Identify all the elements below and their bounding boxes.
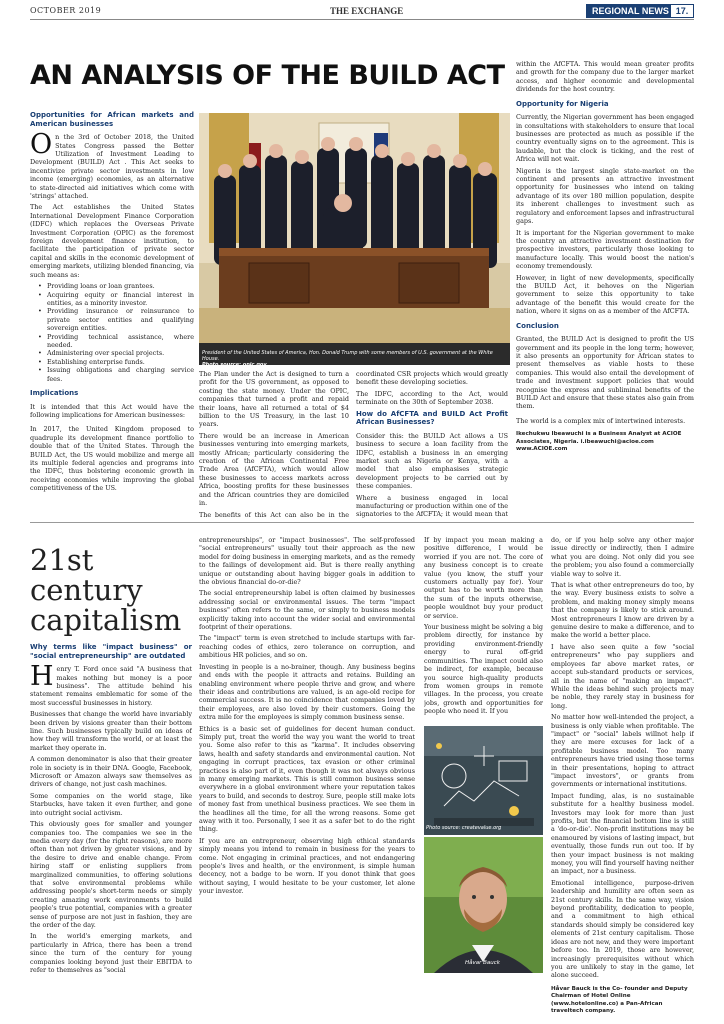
article1-column-2 — [199, 370, 349, 520]
paragraph: There would be an increase in American businesses venturing into emerging markets, mostly African; particularly considering the creation of the African Continental Free Trade Area (AfCFTA), which would allow these businesses to access markets across Africa, boosting profits for these businesses and the African countries they are domiciled in. — [199, 431, 349, 508]
paragraph: Consider this: the BUILD Act allows a US business to secure a loan facility from the IDFC, establish a business in an emerging market such as Nigeria or Kenya, with a model that also emphasises strategic development projects to be carried out by these companies. — [356, 431, 508, 491]
paragraph: If you are an entrepreneur, observing high ethical standards simply means you intend to remain in business for the years to come. Not engaging in criminal practices, and not endangering people's lives and health, or the environment, is simple human decency, not a badge to be worn. If you donot think that goes without saying, I would hesitate to be your customer, let alone your investor. — [199, 836, 415, 896]
paragraph: Your business might be solving a big problem directly, for instance by providing environment-friendly energy to rural off-grid communities. The impact could also be indirect, for example, because you source high-quality products from women groups in remote villages. In the process, you create jobs, growth and opportunities for people who need it. If you — [424, 623, 543, 716]
paragraph: It is important for the Nigerian government to make the country an attractive investment destination for prospective investors, particularly those looking to manufacture locally. This would boost the nation's economy tremendously. — [516, 228, 694, 271]
paragraph: Emotional intelligence, purpose-driven leadership and humility are often seen as 21st century skills. In the same way, vision beyond profitability, dedication to people, and a commitment to high ethical standards should simply be considered key elements of 21st century capitalism. Those ideas are not new, and they were important before too. In 2019, those are however, increasingly prerequisites without which you are unlikely to stay in the game, let alone succeed. — [551, 878, 694, 980]
article1-column-1 — [30, 111, 194, 521]
paragraph: No matter how well-intended the project, a business is only viable when profitable. The "impact" or "social" labels willnot help if they are mere excuses for lack of a profitable business model. Too many entrepreneurs have tried using those terms in their presentations, hoping to attract "impact investors", or grants from governments or international institutions. — [551, 713, 694, 789]
drop-cap: H — [30, 661, 54, 693]
paragraph: The Act establishes the United States International Development Finance Corporation (IDFC) which replaces the Overseas Private Investment Corporation (OPIC) as the foremost foreign development finance institution, to facilitate the participation of private sector capital and skills in the economic development of emerging markets, utilizing blended financing, via such means as: — [30, 203, 194, 279]
illustration-graphic — [424, 726, 543, 835]
paragraph: enry T. Ford once said "A business that makes nothing but money is a poor business". The attitude behind his statement remains emblematic for some of the most successful businesses in history. — [30, 665, 192, 707]
article2-column-1 — [30, 643, 192, 1021]
list-item: • Administering over special projects. — [38, 349, 194, 357]
article2-column-4 — [551, 536, 694, 1021]
list-item: • Issuing obligations and charging service fees. — [38, 366, 194, 383]
paragraph: The IDFC, according to the Act, would terminate on the 30th of September 2038. — [356, 389, 508, 407]
list-item: • Acquiring equity or financial interest in entities, as a minority investor. — [38, 291, 194, 308]
article2-column-2 — [199, 536, 415, 1021]
business-illustration — [424, 726, 543, 835]
photo-caption — [202, 350, 507, 369]
paragraph: It is intended that this Act would have the following implications for American businesses: — [30, 402, 194, 419]
article1-column-3 — [356, 370, 508, 520]
article1-subtitle: Opportunities for African markets and American businesses — [30, 111, 194, 128]
photo-caption-text: President of the United States of America, Hon. Donald Trump with some members of U.S. government at the White House. — [202, 350, 493, 363]
paragraph: Some companies on the world stage, like Starbucks, have taken it even further, and gone into outright social activism. — [30, 791, 192, 817]
paragraph: Investing in people is a no-brainer, though. Any business begins and ends with the people it attracts and retains. Building an enabling environment where people thrive and grow, and where their ideas and contributions are valued, is an age-old recipe for commercial success. It is no coincidence that companies loved by their employees, are also loved by their customers. Going the extra mile for the employees is simply common business sense. — [199, 662, 415, 722]
article2-subtitle: Why terms like "impact business" or "social entrepreneurship" are outdated — [30, 643, 192, 660]
list-item: • Providing insurance or reinsurance to private sector entities and qualifying sovereign entities. — [38, 307, 194, 332]
financing-list — [38, 282, 194, 383]
heading-afcfta: How do AfCFTA and BUILD Act Profit African Businesses? — [356, 409, 508, 427]
paragraph: n the 3rd of October 2018, the United States Congress passed the Better Utilization of Investment Leading to Development (BUILD) Act . This Act seeks to incentivize private sector investments in low income (emerging) economies, as an alternative to state-directed aid initiatives which come with 'strings' attached. — [30, 133, 194, 201]
author-bio: Håvar Bauck is the Co- founder and Deputy Chairman of Hotel Online (www.hotelonline.co) a Pan-African traveltech company. — [551, 985, 688, 1014]
white-house-photo — [199, 113, 510, 365]
paragraph: The social entrepreneurship label is often claimed by businesses addressing social or environmental issues. The term "impact business" often refers to the same, or simply to business models explicitly taking into account the wider social and environmental footprint of their operations. — [199, 589, 415, 632]
header-date: OCTOBER 2019 — [30, 6, 102, 15]
paragraph: This obviously goes for smaller and younger companies too. The companies we see in the media every day (for the right reasons), are more often than not driven by greater visions, and by the desire to drive and enable change. From hiring staff or enlisting suppliers from marginalized communities, to offering solutions that solve environmental problems while addressing people's short-term needs or simply creating amazing work environments to build people's true potential, companies with a greater sense of purpose are not just in fashion, they are the order of the day. — [30, 820, 192, 929]
list-item: • Establishing enterprise funds. — [38, 358, 194, 366]
paragraph: I have also seen quite a few "social entrepreneurs" who pay suppliers and employees far above market rates, or accept sub-standard products or services, all in the name of "making an impact". While the ideas behind such projects may be noble, they rarely stay in business for long. — [551, 642, 694, 710]
title-line: 21st — [30, 543, 94, 577]
paragraph: Where a business engaged in local manufacturing or production within one of the signatories to the AfCFTA; it would mean that — [356, 493, 508, 519]
title-line: century — [30, 573, 143, 607]
article2-column-3 — [424, 536, 543, 721]
paragraph: Impact funding, alas, is no sustainable substitute for a healthy business model. Investors may look for more than just profits, but the financial bottom line is still a 'do-or-die'. Non-profit institutions may be enamoured by visions of lasting impact, but eventually, those funds run out too. If by then your impact business is not making money, you will find yourself having neither an impact, nor a business. — [551, 791, 694, 876]
paragraph: Ethics is a basic set of guidelines for decent human conduct. Simply put, treat the world the way you want the world to treat you. Some also refer to this as "karma". It includes observing laws, health and safety standards and environmental caution. Not engaging in corrupt practices, tax evasion or other criminal practices is also part of it, even though it was not always obvious in many emerging markets. This is still common business sense everywhere in a global environment where your reputation takes years to build, and seconds to destroy. Sure, people still make lots of money fast from unethical business practices. We see them in the headlines all the time, for all the wrong reasons. Some get away with it too. Personally, I see it as a safer bet to do the right thing. — [199, 724, 415, 834]
paragraph: If by impact you mean making a positive difference, I would be worried if you are not. The core of any business concept is to create value (you know, the stuff your customers actually pay for). Your output has to be worth more than the sum of the inputs otherwise, people wouldnot buy your product or service. — [424, 536, 543, 620]
paragraph: The world is a complex mix of intertwined interests. — [516, 416, 686, 425]
title-line: capitalism — [30, 603, 182, 637]
header-page-number: 17. — [670, 4, 694, 18]
author-portrait — [424, 837, 543, 973]
paragraph: A common denominator is also that their greater role in society is in their DNA. Google, Facebook, Microsoft or Amazon always saw themselves as drivers of change, not just cash machines. — [30, 755, 192, 789]
paragraph: within the AfCFTA. This would mean greater profits and growth for the company due to the larger market access, and higher economic and developmental dividends for the host country. — [516, 60, 694, 94]
article1-column-4 — [516, 60, 694, 520]
header-rule — [30, 19, 694, 20]
paragraph: In the world's emerging markets, and particularly in Africa, there has been a trend since the turn of the century for young companies looking beyond just their EBITDA to refer to themselves as "social — [30, 932, 192, 974]
list-item: • Providing loans or loan grantees. — [38, 282, 194, 290]
drop-cap: O — [30, 129, 53, 161]
article-title: AN ANALYSIS OF THE BUILD ACT — [30, 60, 505, 91]
white-house-scene — [199, 113, 510, 365]
section-divider — [30, 522, 694, 523]
paragraph: entrepreneurships", or "impact businesses". The self-professed "social entrepreneurs" usually tout their approach as the new model for doing business in emerging markets, and as the remedy to the failings of development aid. But is there really anything unique or outstanding about having bigger goals in addition to the obvious financial do-or-die? — [199, 536, 415, 587]
paragraph: coordinated CSR projects which would greatly benefit these developing societies. — [356, 370, 508, 387]
portrait-name: Håvar Bauck — [465, 960, 500, 966]
header-publication: THE EXCHANGE — [330, 6, 404, 16]
heading-conclusion: Conclusion — [516, 321, 559, 330]
portrait-graphic — [424, 837, 543, 973]
paragraph: Nigeria is the largest single state-market on the continent and presents an attractive investment opportunity for businesses who intend on taking advantage of its over 180 million population, despite its inherent challenges to investment such as regulatory and enforcement lapses and infrastructural gaps. — [516, 166, 694, 226]
heading-nigeria: Opportunity for Nigeria — [516, 99, 609, 108]
heading-implications: Implications — [30, 388, 79, 397]
paragraph: However, in light of new developments, specifically the BUILD Act, it behoves on the Nigerian government to seize this opportunity to take advantage of the benefit this would create for the nation, where it signs on as a member of the AfCFTA. — [516, 273, 694, 316]
paragraph: do, or if you help solve any other major issue directly or indirectly, then I admire what you are doing. Not only did you see the problem; you also found a commercially viable way to solve it. — [551, 536, 694, 578]
paragraph: That is what other entrepreneurs do too, by the way. Every business exists to solve a problem, and making money simply means that the company is likely to stick around. Most entrepreneurs I know are driven by a genuine desire to make a difference, and to make the world a better place. — [551, 581, 694, 640]
paragraph: Currently, the Nigerian government has been engaged in consultations with stakeholders to ensure that local businesses are protected as much as possible if the country eventually signs on to the agreement. This is laudable, but the clock is ticking, and the rest of Africa will not wait. — [516, 113, 694, 164]
list-item: • Providing technical assistance, where needed. — [38, 333, 194, 350]
paragraph: The benefits of this Act can also be in the — [199, 510, 349, 519]
paragraph: In 2017, the United Kingdom proposed to quadruple its development finance portfolio to double that of the United States. Through the BUILD Act, the US would mobilize and merge all its multiple federal agencies and programs into the IDFC, thus bolstering economic growth in receiving economies while improving the global competitiveness of the US. — [30, 425, 194, 493]
header-section-badge: REGIONAL NEWS — [586, 4, 694, 18]
article2-title — [30, 545, 181, 635]
paragraph: Granted, the BUILD Act is designed to profit the US government and its people in the long term; however, it also presents an opportunity for African states to present themselves as viable hosts to these companies. This would also entail the development of trade and investment support policies that would recognise the express and subliminal benefits of the BUILD Act and ensure that these states also gain from them. — [516, 335, 694, 411]
photo-source: Photo source: opic.gov — [202, 362, 267, 369]
paragraph: Businesses that change the world have invariably been driven by visions greater than their bottom line. Such businesses typically build on ideas of how they will transform the world, or at least the market they operate in. — [30, 710, 192, 752]
illustration-source: Photo source: createvalue.org — [426, 825, 502, 831]
author-byline: Ikechukwu Ibeawuchi is a Business Analyst at ACIOE Associates, Nigeria. i.ibeawuchi@acioe.com www.ACIOE.com — [516, 431, 682, 453]
paragraph: The "impact" term is even stretched to include startups with far-reaching codes of ethics, zero tolerance on corruption, and ambitious HR policies, and so on. — [199, 634, 415, 660]
paragraph: The Plan under the Act is designed to turn a profit for the US government, as opposed to costing the state money. Under the OPIC, companies that turned a profit and repaid their loans, have all returned a total of $4 billion to the US Treasury, in the last 10 years. — [199, 370, 349, 429]
